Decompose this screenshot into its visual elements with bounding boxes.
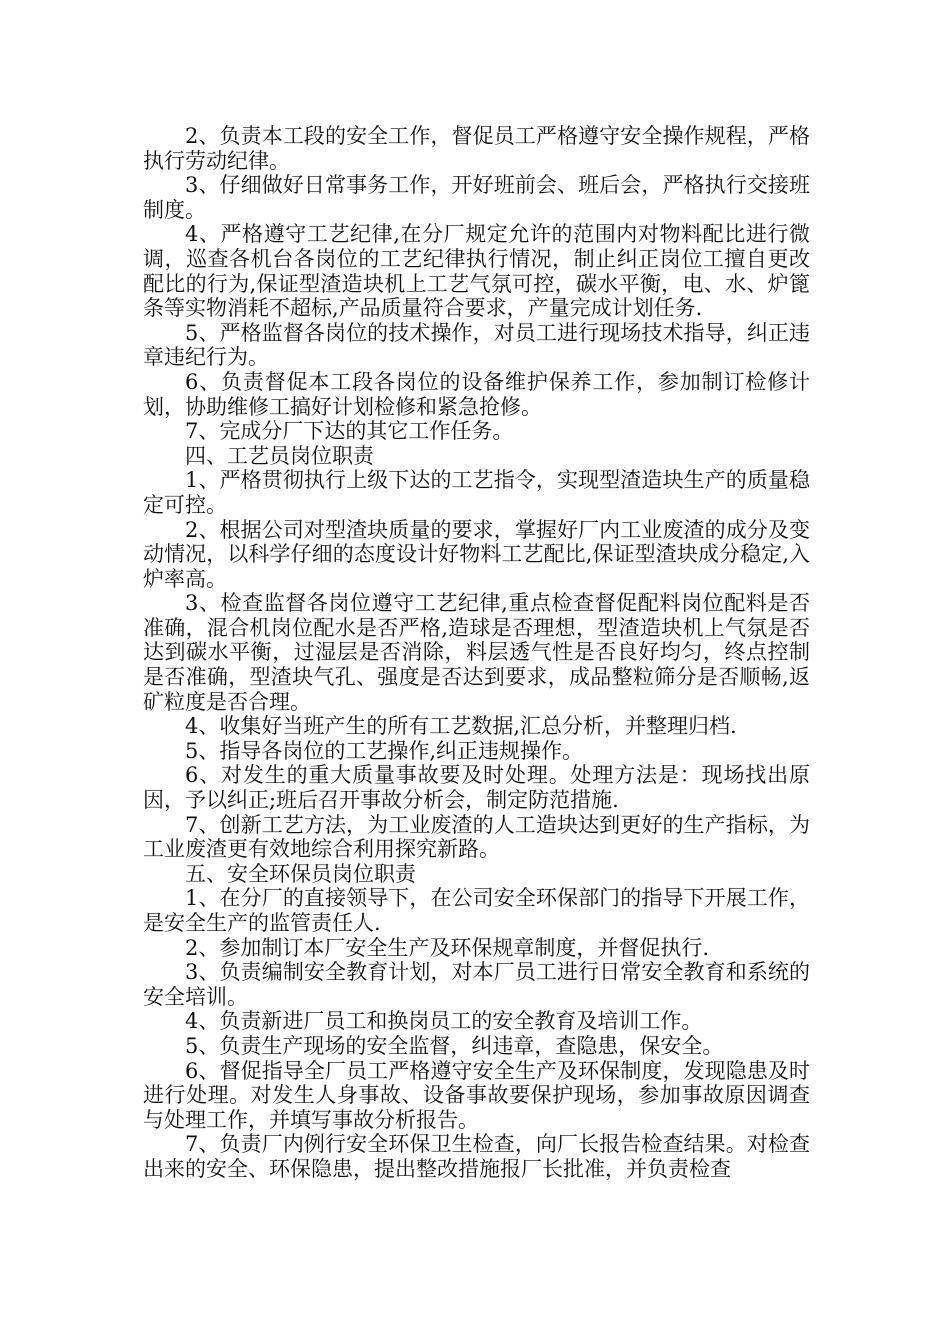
paragraph-duty-7: 7、完成分厂下达的其它工作任务。 [185,419,514,444]
paragraph-safety-duty-4: 4、负责新进厂员工和换岗员工的安全教育及培训工作。 [185,1009,703,1034]
paragraph-process-duty-7: 7、创新工艺方法，为工业废渣的人工造块达到更好的生产指标，为工业废渣更有效地综合利用探究新路。 [143,812,810,862]
paragraph-duty-6: 6、负责督促本工段各岗位的设备维护保养工作，参加制订检修计划，协助维修工搞好计划检修和紧急抢修。 [143,369,810,419]
document-body [143,124,810,1182]
paragraph-process-duty-2: 2、根据公司对型渣块质量的要求，掌握好厂内工业废渣的成分及变动情况，以科学仔细的态度设计好物料工艺配比,保证型渣块成分稳定,入炉率高。 [143,517,810,591]
paragraph-safety-duty-3: 3、负责编制安全教育计划，对本厂员工进行日常安全教育和系统的安全培训。 [143,960,810,1009]
paragraph-safety-duty-1: 1、在分厂的直接领导下，在公司安全环保部门的指导下开展工作，是安全生产的监管责任人. [143,886,810,935]
paragraph-duty-5: 5、严格监督各岗位的技术操作，对员工进行现场技术指导，纠正违章违纪行为。 [143,320,810,370]
paragraph-duty-3: 3、仔细做好日常事务工作，开好班前会、班后会，严格执行交接班制度。 [143,173,810,222]
paragraph-safety-duty-5: 5、负责生产现场的安全监督，纠违章，查隐患，保安全。 [185,1033,724,1058]
paragraph-process-duty-3: 3、检查监督各岗位遵守工艺纪律,重点检查督促配料岗位配料是否准确，混合机岗位配水是否严格,造球是否理想，型渣造块机上气氛是否达到碳水平衡，过湿层是否消除，料层透气性是否良好均匀，终点控制是否准确，型渣块气孔、强度是否达到要求，成品整粒筛分是否顺畅,返矿粒度是否合理。 [143,591,810,714]
paragraph-safety-duty-6: 6、督促指导全厂员工严格遵守安全生产及环保制度，发现隐患及时进行处理。对发生人身事故、设备事故要保护现场，参加事故原因调查与处理工作，并填写事故分析报告。 [143,1058,810,1132]
paragraph-safety-duty-2: 2、参加制订本厂安全生产及环保规章制度，并督促执行. [185,935,710,960]
paragraph-process-duty-1: 1、严格贯彻执行上级下达的工艺指令，实现型渣造块生产的质量稳定可控。 [143,468,810,517]
paragraph-process-duty-5: 5、指导各岗位的工艺操作,纠正违规操作。 [185,738,584,763]
paragraph-safety-duty-7: 7、负责厂内例行安全环保卫生检查，向厂长报告检查结果。对检查出来的安全、环保隐患，提出整改措施报厂长批准，并负责检查 [143,1132,810,1181]
paragraph-duty-2: 2、负责本工段的安全工作，督促员工严格遵守安全操作规程，严格执行劳动纪律。 [143,124,810,173]
paragraph-duty-4: 4、严格遵守工艺纪律,在分厂规定允许的范围内对物料配比进行微调，巡查各机台各岗位的工艺纪律执行情况，制止纠正岗位工擅自更改配比的行为,保证型渣造块机上工艺气氛可控，碳水平衡，电、水、炉篦条等实物消耗不超标,产品质量符合要求，产量完成计划任务. [143,222,810,321]
paragraph-process-duty-4: 4、收集好当班产生的所有工艺数据,汇总分析，并整理归档. [185,714,737,739]
section-heading-process-officer: 四、工艺员岗位职责 [185,443,374,468]
section-heading-safety-officer: 五、安全环保员岗位职责 [185,861,416,886]
paragraph-process-duty-6: 6、对发生的重大质量事故要及时处理。处理方法是：现场找出原因，予以纠正;班后召开事故分析会，制定防范措施. [143,763,810,813]
